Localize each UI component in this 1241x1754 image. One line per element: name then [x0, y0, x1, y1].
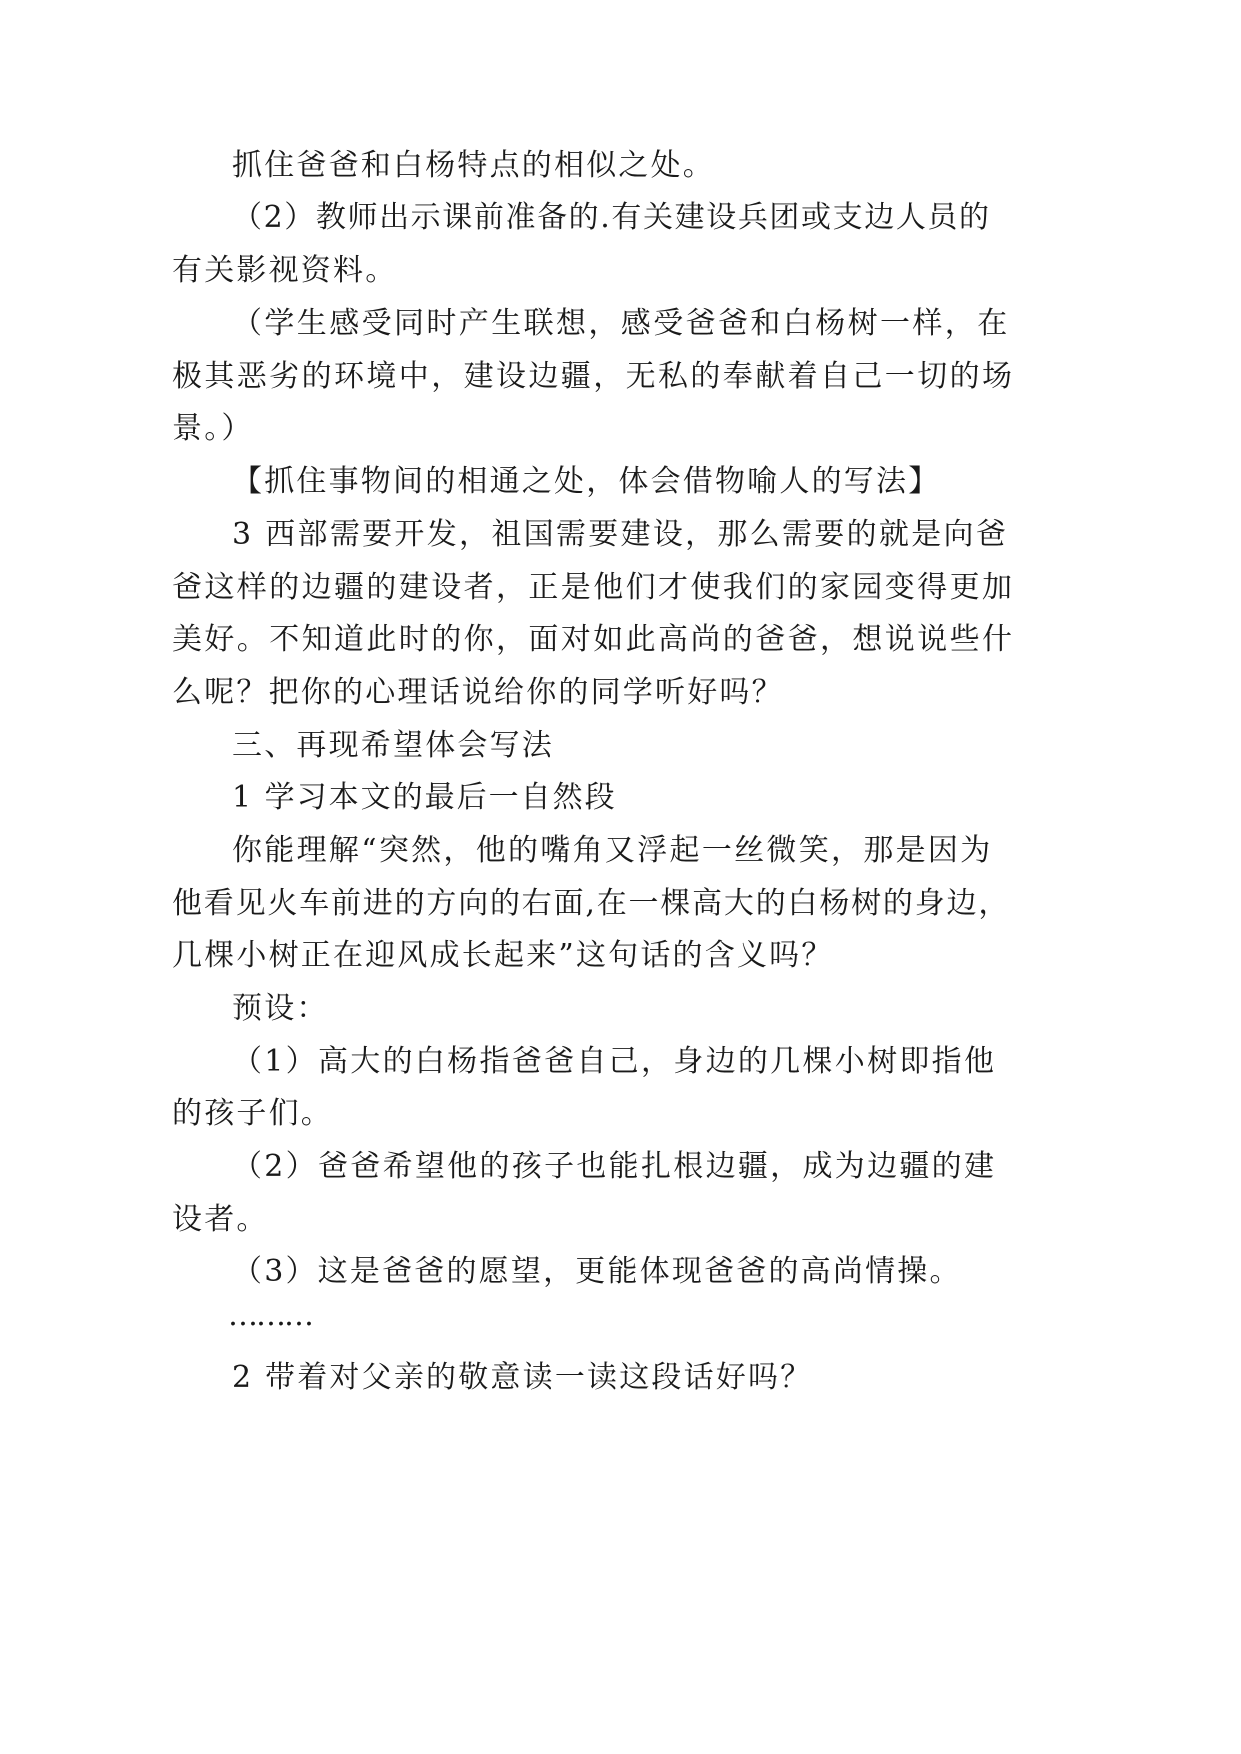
text-line-content: 的孩子们。: [172, 1096, 333, 1131]
text-line-content: 爸这样的边疆的建设者，正是他们才使我们的家园变得更加: [172, 570, 1015, 605]
text-line-content: 你能理解“突然，他的嘴角又浮起一丝微笑，那是因为: [232, 833, 993, 868]
text-line-content: 三、再现希望体会写法: [232, 728, 554, 763]
text-line: [0, 831, 1241, 871]
text-line-content: （2）爸爸希望他的孩子也能扎根边疆，成为边疆的建: [232, 1149, 997, 1184]
text-line: [0, 304, 1241, 344]
text-line: [0, 1200, 1241, 1240]
text-line-content: （3）这是爸爸的愿望，更能体现爸爸的高尚情操。: [232, 1254, 962, 1289]
text-line: [0, 778, 1241, 818]
text-line: [0, 1042, 1241, 1082]
text-line: [0, 936, 1241, 976]
text-line: [0, 620, 1241, 660]
text-line: [0, 673, 1241, 713]
text-line-content: （2）教师出示课前准备的.有关建设兵团或支边人员的: [232, 200, 991, 235]
text-line: [0, 989, 1241, 1029]
text-line-content: 景。）: [172, 411, 254, 446]
text-line-content: （1）高大的白杨指爸爸自己，身边的几棵小树即指他: [232, 1044, 997, 1079]
text-line-content: 3 西部需要开发，祖国需要建设，那么需要的就是向爸: [232, 517, 1009, 552]
text-line: [0, 568, 1241, 608]
ellipsis-line: [0, 1296, 1241, 1336]
text-line: [0, 146, 1241, 186]
text-line-content: （学生感受同时产生联想，感受爸爸和白杨树一样，在: [232, 306, 1010, 341]
text-line: [0, 1147, 1241, 1187]
text-line-content: 【抓住事物间的相通之处，体会借物喻人的写法】: [232, 464, 941, 499]
section-heading: [0, 726, 1241, 766]
text-line: [0, 515, 1241, 555]
text-line-content: 有关影视资料。: [172, 253, 398, 288]
text-line-content: 几棵小树正在迎风成长起来”这句话的含义吗？: [172, 938, 834, 973]
text-line: [0, 1252, 1241, 1292]
text-line-content: 抓住爸爸和白杨特点的相似之处。: [232, 148, 715, 183]
text-line-content: 极其恶劣的环境中，建设边疆，无私的奉献着自己一切的场: [172, 359, 1015, 394]
text-line-content: 预设：: [232, 991, 329, 1026]
text-line: [0, 198, 1241, 238]
text-line-content: 美好。不知道此时的你，面对如此高尚的爸爸，想说说些什: [172, 622, 1015, 657]
text-line: [0, 1094, 1241, 1134]
text-line-content: 2 带着对父亲的敬意读一读这段话好吗？: [232, 1360, 813, 1395]
text-line-content: 他看见火车前进的方向的右面,在一棵高大的白杨树的身边，: [172, 886, 1011, 921]
text-line: [0, 357, 1241, 397]
text-line: [0, 884, 1241, 924]
text-line: [0, 409, 1241, 449]
text-line: [0, 462, 1241, 502]
text-line-content: 1 学习本文的最后一自然段: [232, 780, 617, 815]
text-line: [0, 1358, 1241, 1398]
text-line: [0, 251, 1241, 291]
text-line-content: ………: [228, 1298, 312, 1333]
text-line-content: 设者。: [172, 1202, 269, 1237]
text-line-content: 么呢？把你的心理话说给你的同学听好吗？: [172, 675, 784, 710]
